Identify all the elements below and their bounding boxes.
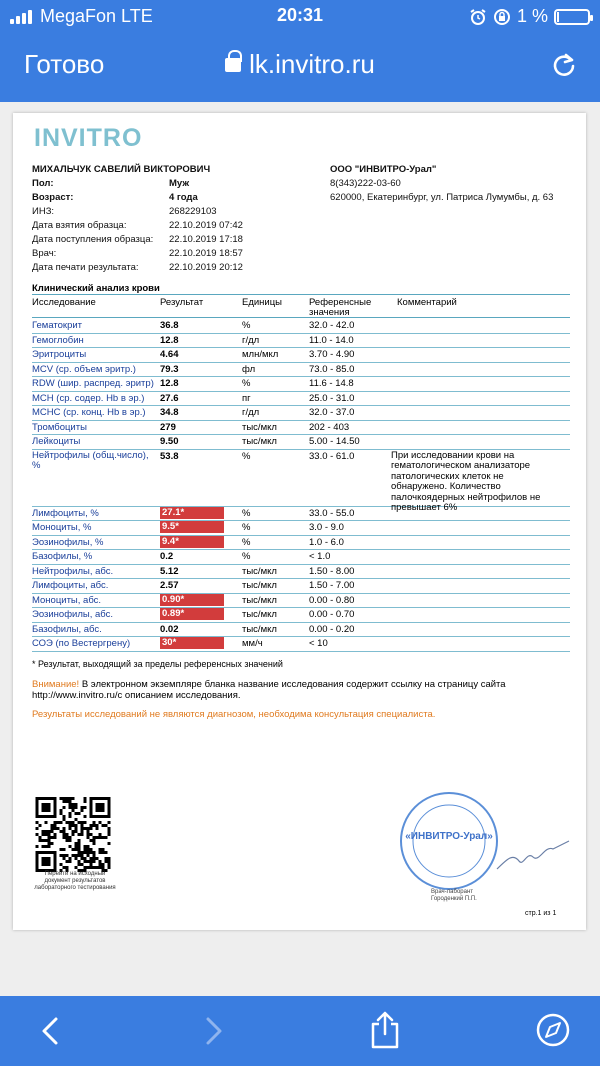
sex-label: Пол: [32, 178, 54, 189]
table-row [32, 579, 570, 594]
invitro-logo: INVITRO [34, 124, 143, 152]
unit-value: тыс/мкл [242, 565, 277, 577]
reference-range: 11.6 - 14.8 [309, 378, 354, 389]
test-name[interactable]: MCHC (ср. конц. Hb в эр.) [32, 407, 146, 418]
received-value: 22.10.2019 17:18 [169, 234, 243, 245]
result-value: 279 [160, 421, 176, 433]
test-name[interactable]: СОЭ (по Вестергрену) [32, 638, 131, 649]
table-row [32, 363, 570, 378]
attention-text: В электронном экземпляре бланка название исследования содержит ссылку на страницу сайта [79, 679, 506, 690]
inz-value: 268229103 [169, 206, 217, 217]
table-row [32, 637, 570, 652]
reload-icon[interactable] [550, 51, 578, 79]
table-row [32, 421, 570, 436]
age-label: Возраст: [32, 192, 74, 203]
table-row [32, 319, 570, 334]
back-icon[interactable] [36, 1016, 64, 1046]
result-value: 12.8 [160, 334, 179, 346]
table-row [32, 594, 570, 609]
carrier-label: MegaFon LTE [40, 6, 153, 26]
test-name[interactable]: Базофилы, абс. [32, 623, 102, 635]
col-result: Результат [160, 297, 204, 308]
reference-range: 11.0 - 14.0 [309, 334, 354, 346]
sex-value: Муж [169, 178, 190, 189]
test-name[interactable]: Тромбоциты [32, 421, 87, 433]
unit-value: г/дл [242, 407, 260, 418]
unit-value: % [242, 450, 251, 462]
unit-value: мм/ч [242, 638, 263, 649]
reference-range: 3.0 - 9.0 [309, 522, 344, 533]
result-value: 12.8 [160, 378, 179, 389]
unit-value: пг [242, 392, 251, 404]
url-text: lk.invitro.ru [249, 49, 375, 79]
result-value: 0.2 [160, 551, 174, 562]
result-value: 0.02 [160, 623, 179, 635]
test-name[interactable]: Эритроциты [32, 349, 87, 360]
unit-value: % [242, 551, 251, 562]
address-bar[interactable] [0, 49, 600, 80]
result-value: 2.57 [160, 580, 179, 591]
reference-range: 32.0 - 37.0 [309, 407, 355, 418]
lab-phone: 8(343)222-03-60 [330, 178, 401, 189]
col-ref-2: значения [309, 307, 350, 318]
col-test: Исследование [32, 297, 96, 308]
result-value: 4.64 [160, 349, 179, 360]
table-row [32, 623, 570, 638]
reference-range: 1.0 - 6.0 [309, 536, 344, 548]
browser-toolbar [0, 32, 600, 102]
clock: 20:31 [276, 5, 324, 25]
unit-value: тыс/мкл [242, 594, 277, 606]
table-row [32, 550, 570, 565]
printed-label: Дата печати результата: [32, 262, 139, 273]
doctor-value: 22.10.2019 18:57 [169, 248, 243, 259]
reference-range: 202 - 403 [309, 421, 350, 433]
doctor-caption-2: Городенкий П.П. [431, 896, 477, 902]
reference-range: 0.00 - 0.70 [309, 609, 355, 620]
test-name[interactable]: Эозинофилы, % [32, 536, 104, 548]
compass-icon[interactable] [535, 1012, 571, 1048]
unit-value: млн/мкл [242, 349, 279, 360]
inz-label: ИНЗ: [32, 206, 55, 217]
site-link[interactable]: http://www.invitro.ru/ [32, 690, 118, 701]
battery-percent: 1 % [516, 6, 548, 26]
page-number: стр.1 из 1 [525, 910, 557, 917]
reference-range: 3.70 - 4.90 [309, 349, 355, 360]
table-row [32, 565, 570, 580]
lab-stamp [397, 789, 501, 893]
col-ref-1: Референсные [309, 297, 372, 308]
result-value: 53.8 [160, 450, 179, 462]
table-row [32, 406, 570, 421]
attention-note [32, 679, 506, 690]
reference-range: 73.0 - 85.0 [309, 363, 355, 375]
lab-address: 620000, Екатеринбург, ул. Патриса Лумумбы, д. 63 [330, 192, 554, 203]
table-row [32, 608, 570, 623]
reference-range: < 10 [309, 638, 328, 649]
unit-value: тыс/мкл [242, 580, 277, 591]
table-row [32, 521, 570, 536]
reference-range: 32.0 - 42.0 [309, 320, 355, 331]
unit-value: % [242, 320, 251, 331]
lab-report-page [13, 113, 586, 930]
unit-value: тыс/мкл [242, 623, 277, 635]
site-link-line [32, 690, 241, 701]
test-name[interactable]: Моноциты, абс. [32, 594, 102, 606]
test-name[interactable]: Гематокрит [32, 320, 83, 331]
comment-text: При исследовании крови на гематологическом анализаторе патологических клеток не обнаружено. Количество палочкоядерных нейтрофилов не превышает 6% [391, 449, 541, 513]
test-name[interactable]: Моноциты, % [32, 522, 92, 533]
table-row [32, 507, 570, 522]
table-row [32, 348, 570, 363]
reference-range: 25.0 - 31.0 [309, 392, 355, 404]
section-title: Клинический анализ крови [32, 283, 160, 294]
lock-icon [225, 58, 241, 72]
doctor-caption-1: Врач-лаборант [431, 889, 474, 895]
test-name[interactable]: MCV (ср. объем эритр.) [32, 363, 136, 375]
doctor-signature [493, 831, 573, 881]
reference-range: 1.50 - 7.00 [309, 580, 355, 591]
test-name[interactable]: Нейтрофилы, абс. [32, 565, 114, 577]
table-row [32, 377, 570, 392]
test-name[interactable]: Базофилы, % [32, 551, 93, 562]
unit-value: % [242, 507, 251, 519]
test-name[interactable]: Нейтрофилы (общ.число), % [32, 449, 149, 471]
table-row [32, 334, 570, 349]
table-row [32, 435, 570, 450]
result-value: 34.8 [160, 407, 179, 418]
test-name[interactable]: Гемоглобин [32, 334, 84, 346]
status-bar [0, 0, 600, 32]
unit-value: г/дл [242, 334, 260, 346]
printed-value: 22.10.2019 20:12 [169, 262, 243, 273]
table-header [32, 294, 570, 318]
test-name[interactable]: Лимфоциты, % [32, 507, 99, 519]
bottom-toolbar [0, 996, 600, 1066]
result-value: 9.5* [160, 521, 224, 533]
share-icon[interactable] [368, 1010, 402, 1050]
result-value: 0.89* [160, 608, 224, 620]
done-button[interactable]: Готово [24, 49, 105, 79]
taken-value: 22.10.2019 07:42 [169, 220, 243, 231]
result-value: 27.1* [160, 507, 224, 519]
disclaimer: Результаты исследований не являются диагнозом, необходима консультация специалиста. [32, 709, 436, 720]
reference-range: < 1.0 [309, 551, 331, 562]
unit-value: тыс/мкл [242, 609, 277, 620]
test-name[interactable]: Лимфоциты, абс. [32, 580, 109, 591]
result-value: 36.8 [160, 320, 179, 331]
result-value: 9.4* [160, 536, 224, 548]
test-name[interactable]: RDW (шир. распред. эритр) [32, 378, 154, 389]
qr-code[interactable] [35, 797, 111, 872]
lab-name: ООО "ИНВИТРО-Урал" [330, 164, 437, 175]
unit-value: тыс/мкл [242, 436, 277, 447]
doctor-label: Врач: [32, 248, 57, 259]
reference-range: 1.50 - 8.00 [309, 565, 355, 577]
unit-value: тыс/мкл [242, 421, 277, 433]
unit-value: % [242, 536, 251, 548]
table-row [32, 536, 570, 551]
reference-range: 0.00 - 0.20 [309, 623, 355, 635]
test-name[interactable]: Лейкоциты [32, 436, 81, 447]
alarm-icon [469, 8, 487, 26]
unit-value: % [242, 522, 251, 533]
reference-range: 33.0 - 61.0 [309, 450, 355, 462]
test-name[interactable]: MCH (ср. содер. Hb в эр.) [32, 392, 145, 404]
received-label: Дата поступления образца: [32, 234, 154, 245]
reference-range: 33.0 - 55.0 [309, 507, 355, 519]
forward-icon[interactable] [200, 1016, 228, 1046]
rotation-lock-icon [493, 8, 511, 26]
col-unit: Единицы [242, 297, 283, 308]
test-name[interactable]: Эозинофилы, абс. [32, 609, 113, 620]
stamp-text: «ИНВИТРО-Урал» [405, 831, 493, 842]
result-value: 79.3 [160, 363, 179, 375]
reference-range: 5.00 - 14.50 [309, 436, 360, 447]
result-value: 30* [160, 637, 224, 649]
patient-name: МИХАЛЬЧУК САВЕЛИЙ ВИКТОРОВИЧ [32, 164, 211, 175]
unit-value: фл [242, 363, 256, 375]
taken-label: Дата взятия образца: [32, 220, 127, 231]
result-value: 9.50 [160, 436, 179, 447]
attention-label: Внимание! [32, 679, 80, 690]
unit-value: % [242, 378, 251, 389]
battery-icon [554, 9, 590, 25]
result-value: 27.6 [160, 392, 179, 404]
results-table [32, 319, 570, 652]
result-value: 5.12 [160, 565, 179, 577]
qr-caption: Перейти на исходный документ результатов лабораторного тестирования [34, 871, 116, 891]
age-value: 4 года [169, 192, 198, 203]
reference-range: 0.00 - 0.80 [309, 594, 355, 606]
col-comment: Комментарий [397, 297, 457, 308]
footnote: * Результат, выходящий за пределы референсных значений [32, 659, 283, 669]
table-row [32, 392, 570, 407]
site-link-suffix: с описанием исследования. [117, 690, 241, 701]
result-value: 0.90* [160, 594, 224, 606]
